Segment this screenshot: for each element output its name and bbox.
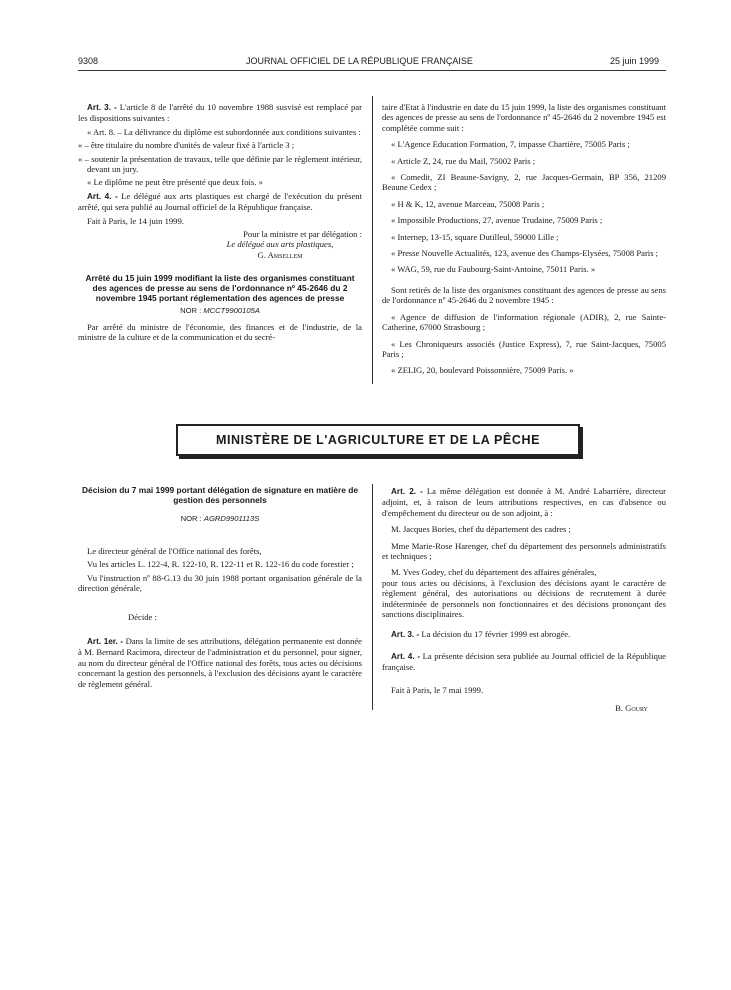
added-agency: « Impossible Productions, 27, avenue Trudaine, 75009 Paris ; [391,215,603,226]
decree-continuation: taire d'Etat à l'industrie en date du 15 juin 1999, la liste des organismes constituant des agences de presse au sens de l'ordonnance nº 45-2646 du 2 novembre 1945 est complétée comme suit : [382,102,666,133]
article-2-label: Art. 2. - [391,487,423,496]
delegation-scope: pour tous actes ou décisions, à l'exclusion des décisions ayant le caractère de règlement général, des autorisations ou décisions de recrutement à durée indéterminée de personnels non fonctionnaires et des décisions prononçant des sanctions disciplinaires. [382,577,666,620]
column-divider-top [372,96,373,384]
delegate-godey: M. Yves Godey, chef du département des affaires générales, [391,567,597,578]
added-agency: « L'Agence Education Formation, 7, impasse Chartière, 75005 Paris ; [391,139,630,150]
done-at: Fait à Paris, le 7 mai 1999. [391,684,484,695]
signature-name: G. Amsellem [257,249,303,260]
article-1 [78,636,362,689]
nor-label: NOR : [180,305,204,315]
added-agency: « Comedit, ZI Beaune-Savigny, 2, rue Jacques-Germain, BP 356, 21209 Beaune Cedex ; [382,172,666,193]
journal-title: JOURNAL OFFICIEL DE LA RÉPUBLIQUE FRANÇAISE [246,56,473,66]
article-4-label: Art. 4. - [87,191,118,201]
article-3-text: La décision du 17 février 1999 est abrogée. [419,629,571,640]
decree-nor [78,306,362,316]
column-divider-bottom [372,484,373,710]
article-3 [78,102,362,124]
article-4-text: La présente décision sera publiée au Journal officiel de la République française. [382,650,666,673]
nor-label: NOR : [180,513,204,523]
removed-agency: « Les Chroniqueurs associés (Justice Express), 7, rue Saint-Jacques, 75005 Paris ; [382,338,666,359]
condition-2: « – soutenir la présentation de travaux, telle que définie par le règlement intérieur, devant un jury. [78,153,362,175]
nor-code: AGRD9901113S [203,513,260,523]
vu-articles: Vu les articles L. 122-4, R. 122-10, R. 122-11 et R. 122-16 du code forestier ; [87,559,354,570]
added-agency: « Presse Nouvelle Actualités, 123, avenue des Champs-Elysées, 75008 Paris ; [391,248,659,259]
article-4-text: Le délégué aux arts plastiques est chargé de l'exécution du présent arrêté, qui sera publié au Journal officiel de la République française. [78,190,362,213]
done-at: Fait à Paris, le 14 juin 1999. [87,215,184,226]
signature-line-2: Le délégué aux arts plastiques, [226,239,334,250]
top-right-column [382,102,666,382]
delegate-bories: M. Jacques Bories, chef du département des cadres ; [391,524,571,535]
removed-agency: « ZELIG, 20, boulevard Poissonnière, 75009 Paris. » [391,365,574,376]
article-4 [382,651,666,673]
signature-line-1: Pour la ministre et par délégation : [243,229,362,240]
issue-date: 25 juin 1999 [610,56,660,66]
decree-intro: Par arrêté du ministre de l'économie, des finances et de l'industrie, de la ministre de la culture et de la communication et du secré- [78,322,362,343]
added-agency: « Article Z, 24, rue du Mail, 75002 Paris ; [391,155,536,166]
decide: Décide : [128,611,157,622]
added-agency: « WAG, 59, rue du Faubourg-Saint-Antoine, 75011 Paris. » [391,264,596,275]
delegate-harenger: Mme Marie-Rose Harenger, chef du département des personnels administratifs et techniques ; [382,540,666,562]
director-line: Le directeur général de l'Office national des forêts, [87,546,262,556]
removed-intro: Sont retirés de la liste des organismes constituant des agences de presse au sens de l'ordonnance nº 45-2646 du 2 novembre 1945 : [382,284,666,306]
article-3-label: Art. 3. - [87,103,117,112]
added-agency: « Internep, 13-15, square Dutilleul, 59000 Lille ; [391,231,559,242]
header-rule [78,70,666,71]
article-1-label: Art. 1er. - [87,637,124,647]
added-agency: « H & K, 12, avenue Marceau, 75008 Paris ; [391,198,545,209]
article-3-label: Art. 3. - [391,630,420,640]
vu-instruction: Vu l'instruction nº 88-G.13 du 30 juin 1988 portant organisation générale de la direction générale, [78,572,362,594]
decision-nor [78,514,362,524]
condition-1: « – être titulaire du nombre d'unités de valeur fixé à l'article 3 ; [78,140,295,151]
top-left-column [78,102,362,346]
condition-3: « Le diplôme ne peut être présenté que deux fois. » [87,177,263,188]
ministry-heading: MINISTÈRE DE L'AGRICULTURE ET DE LA PÊCHE [176,424,580,456]
article-2-text: La même délégation est donnée à M. André Labarrière, directeur adjoint, et, à raison de leurs attributions respectives, en cas d'absence ou d'empêchement du directeur ou de son adjoint, à : [382,486,666,518]
bottom-right-column [382,486,666,717]
signature-name: B. Goury [615,703,648,714]
decree-title: Arrêté du 15 juin 1999 modifiant la liste des organismes constituant des agences de presse au sens de l'ordonnance nº 45-2646 du 2 novembre 1945 portant réglementation des agences de presse [85,273,355,303]
article-4-label: Art. 4. - [391,651,421,661]
article-3 [382,629,666,640]
article-8-quote: « Art. 8. – La délivrance du diplôme est subordonnée aux conditions suivantes : [87,126,361,137]
bottom-left-column [78,486,362,692]
nor-code: MCCT9900105A [203,305,260,315]
removed-agency: « Agence de diffusion de l'information régionale (ADIR), 2, rue Sainte-Catherine, 67000 Strasbourg ; [382,311,666,333]
article-3-text: L'article 8 de l'arrêté du 10 novembre 1988 susvisé est remplacé par les dispositions suivantes : [78,102,362,124]
article-4 [78,191,362,213]
article-1-text: Dans la limite de ses attributions, délégation permanente est donnée à M. Bernard Racimora, directeur de l'administration et du personnel, pour signer, au nom du directeur général de l'Office national des forêts, tous actes ou décisions concernant la gestion des personnels, à l'exclusion des décisions ayant le caractère de règlement général. [78,636,362,689]
decision-title: Décision du 7 mai 1999 portant délégation de signature en matière de gestion des personnels [82,485,358,505]
article-2 [382,486,666,518]
page-number: 9308 [78,56,99,66]
